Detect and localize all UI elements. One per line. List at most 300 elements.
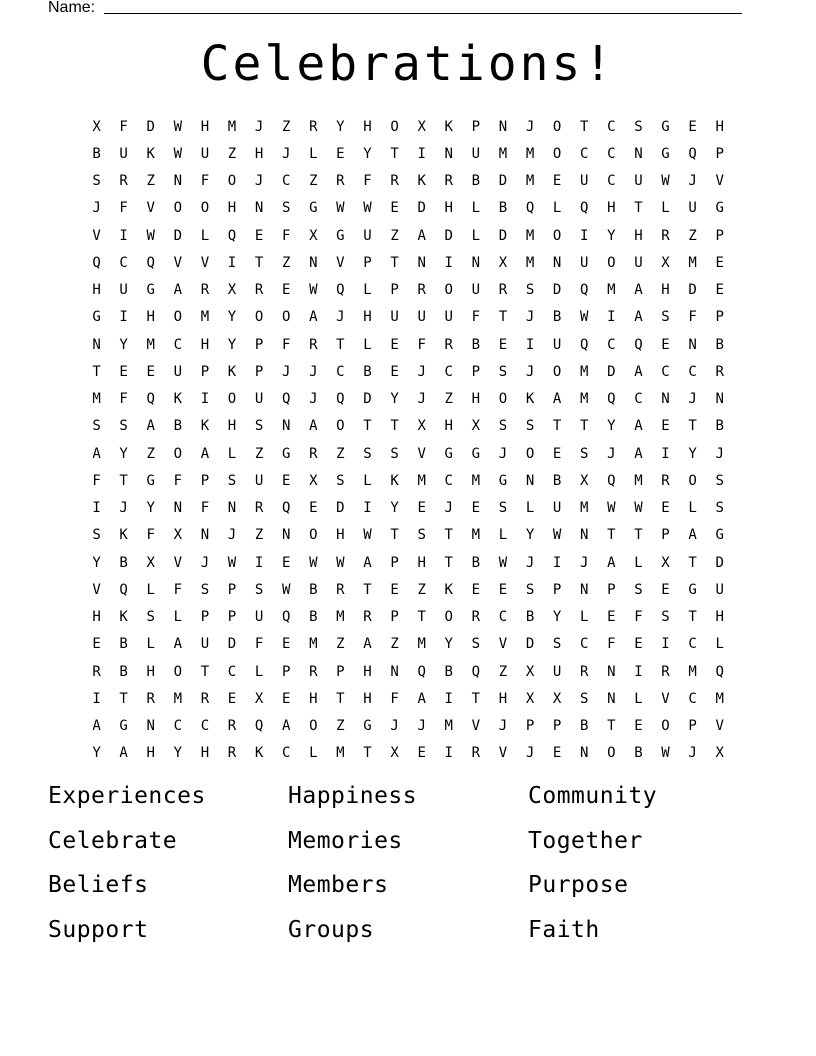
grid-letter: S [525, 418, 535, 435]
grid-letter: Y [92, 554, 101, 571]
grid-letter: Z [336, 718, 345, 735]
grid-letter: R [471, 745, 481, 762]
grid-letter: Y [525, 527, 535, 544]
grid-letter: R [661, 472, 670, 489]
grid-letter: I [661, 636, 670, 653]
grid-letter: E [634, 718, 643, 735]
grid-letter: S [146, 609, 155, 626]
grid-letter: E [390, 336, 399, 353]
grid-letter: E [661, 418, 670, 435]
grid-letter: S [92, 173, 101, 190]
grid-letter: T [363, 581, 372, 598]
grid-letter: O [607, 745, 616, 762]
grid-letter: H [200, 118, 210, 135]
grid-letter: L [634, 690, 643, 707]
grid-letter: M [92, 391, 101, 408]
grid-letter: Y [688, 445, 697, 462]
grid-letter: R [92, 663, 101, 680]
grid-letter: O [173, 445, 183, 462]
grid-letter: P [688, 718, 697, 735]
grid-letter: S [227, 472, 237, 489]
grid-letter: G [661, 145, 670, 162]
grid-letter: M [525, 145, 535, 162]
grid-letter: S [580, 445, 589, 462]
grid-letter: J [715, 445, 724, 462]
grid-letter: Q [525, 200, 535, 217]
grid-letter: K [525, 391, 535, 408]
grid-letter: Z [146, 173, 155, 190]
grid-letter: W [309, 282, 318, 299]
grid-letter: J [444, 500, 453, 517]
grid-letter: I [92, 690, 101, 707]
word-list-item: Celebrate [48, 827, 178, 854]
grid-letter: F [173, 472, 183, 489]
grid-letter: E [281, 636, 291, 653]
grid-letter: S [525, 581, 535, 598]
grid-letter: X [254, 690, 264, 707]
grid-letter: G [309, 200, 318, 217]
grid-row [83, 576, 733, 603]
grid-letter: P [254, 336, 264, 353]
grid-letter: T [363, 745, 372, 762]
grid-letter: V [417, 445, 426, 462]
grid-letter: H [92, 609, 101, 626]
grid-letter: A [634, 282, 643, 299]
grid-letter: C [200, 718, 210, 735]
grid-letter: S [580, 690, 589, 707]
grid-letter: H [309, 690, 318, 707]
grid-letter: Z [281, 118, 291, 135]
grid-letter: Z [146, 445, 155, 462]
grid-row [83, 495, 733, 522]
grid-letter: R [254, 282, 264, 299]
grid-letter: S [254, 418, 264, 435]
grid-row [83, 304, 733, 331]
grid-letter: D [444, 227, 453, 244]
page-title: Celebrations! [200, 36, 616, 92]
grid-letter: J [688, 173, 697, 190]
grid-letter: G [661, 118, 670, 135]
grid-letter: Y [146, 500, 155, 517]
grid-letter: B [309, 609, 318, 626]
grid-letter: A [688, 527, 697, 544]
grid-letter: D [688, 282, 697, 299]
grid-letter: J [336, 309, 345, 326]
grid-letter: N [661, 391, 670, 408]
grid-letter: H [417, 554, 426, 571]
grid-letter: T [498, 309, 508, 326]
grid-letter: A [173, 636, 183, 653]
grid-letter: S [715, 500, 724, 517]
grid-letter: A [552, 391, 562, 408]
grid-letter: U [688, 200, 697, 217]
grid-letter: B [525, 609, 535, 626]
grid-letter: M [525, 173, 535, 190]
grid-letter: E [607, 609, 616, 626]
grid-letter: H [363, 309, 372, 326]
grid-letter: C [498, 609, 508, 626]
grid-letter: M [688, 254, 697, 271]
grid-letter: O [525, 445, 535, 462]
grid-letter: S [552, 636, 562, 653]
word-list-item: Support [48, 916, 149, 943]
grid-letter: J [417, 718, 426, 735]
grid-letter: M [336, 609, 345, 626]
grid-letter: A [173, 282, 183, 299]
grid-letter: M [173, 690, 183, 707]
grid-letter: R [336, 173, 345, 190]
grid-letter: W [363, 527, 372, 544]
word-list-item: Members [288, 872, 389, 898]
grid-letter: O [173, 309, 183, 326]
grid-letter: E [281, 554, 291, 571]
grid-letter: E [688, 118, 697, 135]
grid-letter: J [525, 554, 535, 571]
grid-letter: B [552, 472, 562, 489]
grid-letter: O [552, 118, 562, 135]
grid-letter: U [254, 391, 264, 408]
grid-letter: O [254, 309, 264, 326]
grid-letter: P [336, 663, 345, 680]
grid-letter: O [227, 173, 237, 190]
grid-letter: T [390, 145, 399, 162]
grid-letter: S [634, 118, 643, 135]
grid-letter: B [119, 636, 128, 653]
grid-letter: B [471, 554, 481, 571]
grid-row [83, 740, 733, 767]
grid-letter: W [173, 118, 183, 135]
grid-letter: Z [336, 445, 345, 462]
grid-letter: L [580, 609, 589, 626]
grid-letter: J [580, 554, 589, 571]
grid-letter: N [254, 200, 264, 217]
grid-letter: N [444, 145, 453, 162]
grid-letter: F [254, 636, 264, 653]
grid-letter: O [309, 527, 318, 544]
grid-letter: I [417, 145, 426, 162]
grid-letter: A [634, 445, 643, 462]
grid-letter: B [173, 418, 183, 435]
grid-letter: Z [688, 227, 697, 244]
word-list-item: Community [528, 783, 658, 809]
grid-letter: L [227, 445, 237, 462]
grid-letter: A [634, 418, 643, 435]
grid-letter: Q [607, 472, 616, 489]
grid-letter: H [471, 391, 481, 408]
grid-letter: M [580, 363, 589, 380]
grid-letter: E [390, 200, 399, 217]
grid-letter: S [363, 445, 372, 462]
grid-letter: E [309, 500, 318, 517]
grid-letter: K [200, 418, 210, 435]
grid-letter: G [363, 718, 372, 735]
grid-letter: S [92, 527, 101, 544]
grid-letter: O [173, 200, 183, 217]
grid-letter: R [444, 336, 453, 353]
grid-letter: E [281, 282, 291, 299]
grid-letter: H [200, 745, 210, 762]
grid-letter: Y [173, 745, 183, 762]
grid-letter: M [715, 690, 724, 707]
grid-letter: U [552, 500, 562, 517]
grid-letter: N [92, 336, 101, 353]
grid-letter: Q [471, 663, 481, 680]
grid-letter: U [580, 254, 589, 271]
grid-letter: X [661, 554, 670, 571]
grid-letter: R [200, 690, 210, 707]
grid-letter: D [498, 227, 508, 244]
grid-row [83, 277, 733, 304]
grid-letter: Q [281, 609, 291, 626]
grid-letter: Z [309, 173, 318, 190]
grid-letter: H [92, 282, 101, 299]
word-list-item: Happiness [288, 783, 418, 809]
grid-letter: U [363, 227, 372, 244]
grid-letter: N [607, 663, 616, 680]
grid-letter: M [634, 472, 643, 489]
grid-letter: X [661, 254, 670, 271]
grid-letter: U [580, 173, 589, 190]
grid-letter: G [281, 445, 291, 462]
grid-letter: O [552, 145, 562, 162]
grid-letter: M [607, 282, 616, 299]
grid-letter: I [119, 227, 128, 244]
grid-letter: D [363, 391, 372, 408]
grid-letter: M [525, 227, 535, 244]
grid-letter: L [552, 200, 562, 217]
grid-letter: U [471, 282, 481, 299]
grid-letter: R [715, 363, 724, 380]
grid-letter: C [607, 145, 616, 162]
grid-letter: V [200, 254, 210, 271]
grid-letter: Y [119, 445, 128, 462]
grid-letter: E [661, 581, 670, 598]
grid-letter: P [281, 663, 291, 680]
grid-letter: Q [715, 663, 724, 680]
grid-letter: N [227, 500, 237, 517]
grid-letter: A [607, 554, 616, 571]
grid-letter: E [661, 500, 670, 517]
grid-letter: W [363, 200, 372, 217]
grid-letter: S [92, 418, 101, 435]
grid-letter: B [634, 745, 643, 762]
grid-letter: O [552, 227, 562, 244]
grid-letter: N [146, 718, 155, 735]
grid-letter: R [471, 609, 481, 626]
grid-letter: I [552, 554, 562, 571]
grid-letter: U [444, 309, 453, 326]
grid-letter: C [607, 118, 616, 135]
grid-letter: T [363, 418, 372, 435]
grid-letter: J [417, 391, 426, 408]
grid-letter: T [254, 254, 264, 271]
grid-letter: Y [336, 118, 345, 135]
grid-letter: F [471, 309, 481, 326]
grid-letter: W [498, 554, 508, 571]
grid-letter: U [390, 309, 399, 326]
grid-letter: H [444, 200, 453, 217]
grid-letter: X [417, 118, 426, 135]
grid-letter: W [173, 145, 183, 162]
grid-letter: W [336, 554, 345, 571]
grid-letter: R [363, 609, 372, 626]
grid-letter: I [363, 500, 372, 517]
word-list-item: Faith [528, 916, 600, 943]
grid-letter: N [173, 500, 183, 517]
grid-letter: D [336, 500, 345, 517]
grid-letter: Q [607, 391, 616, 408]
grid-letter: F [634, 609, 643, 626]
grid-letter: U [634, 173, 643, 190]
grid-letter: R [309, 336, 318, 353]
grid-letter: J [281, 363, 291, 380]
grid-letter: I [254, 554, 264, 571]
grid-letter: S [498, 500, 508, 517]
grid-letter: O [227, 391, 237, 408]
grid-letter: Z [417, 581, 426, 598]
grid-letter: G [688, 581, 697, 598]
grid-letter: L [146, 636, 155, 653]
grid-letter: Y [444, 636, 453, 653]
grid-letter: R [661, 663, 670, 680]
grid-letter: V [661, 690, 670, 707]
grid-letter: B [552, 309, 562, 326]
grid-letter: L [525, 500, 535, 517]
grid-letter: P [607, 581, 616, 598]
grid-letter: P [254, 363, 264, 380]
grid-letter: B [471, 336, 481, 353]
grid-letter: J [281, 145, 291, 162]
grid-letter: Y [227, 336, 237, 353]
grid-letter: S [200, 581, 210, 598]
grid-letter: E [254, 227, 264, 244]
grid-letter: C [634, 391, 643, 408]
grid-letter: M [336, 745, 345, 762]
grid-letter: C [688, 363, 697, 380]
grid-letter: T [390, 254, 399, 271]
grid-letter: U [254, 609, 264, 626]
grid-letter: X [309, 227, 318, 244]
grid-letter: G [92, 309, 101, 326]
grid-letter: J [309, 363, 318, 380]
grid-letter: G [715, 527, 724, 544]
grid-letter: H [254, 145, 264, 162]
grid-letter: Y [119, 336, 128, 353]
grid-letter: J [607, 445, 616, 462]
grid-row [83, 631, 733, 658]
grid-letter: Q [580, 282, 589, 299]
grid-letter: H [661, 282, 670, 299]
grid-letter: T [92, 363, 101, 380]
grid-letter: J [200, 554, 210, 571]
grid-letter: P [552, 581, 562, 598]
grid-letter: E [715, 282, 724, 299]
grid-letter: M [471, 527, 481, 544]
grid-letter: B [444, 663, 453, 680]
grid-letter: J [525, 309, 535, 326]
grid-letter: W [607, 500, 616, 517]
grid-letter: F [281, 227, 291, 244]
grid-letter: R [498, 282, 508, 299]
grid-letter: V [92, 227, 101, 244]
grid-letter: I [580, 227, 589, 244]
grid-letter: E [417, 500, 426, 517]
grid-letter: C [173, 336, 183, 353]
grid-letter: S [119, 418, 128, 435]
grid-letter: E [92, 636, 101, 653]
grid-letter: C [336, 363, 345, 380]
grid-letter: N [580, 745, 589, 762]
grid-letter: E [498, 336, 508, 353]
word-list-item: Purpose [528, 872, 629, 898]
grid-letter: P [363, 254, 372, 271]
grid-letter: Q [146, 254, 155, 271]
grid-letter: Q [254, 718, 264, 735]
grid-letter: U [119, 282, 128, 299]
grid-letter: N [471, 254, 481, 271]
grid-letter: P [200, 363, 210, 380]
grid-letter: M [580, 391, 589, 408]
grid-letter: X [146, 554, 155, 571]
grid-letter: G [444, 445, 453, 462]
grid-letter: F [92, 472, 101, 489]
grid-letter: J [525, 745, 535, 762]
grid-letter: N [173, 173, 183, 190]
grid-letter: C [580, 636, 589, 653]
grid-letter: B [309, 581, 318, 598]
grid-letter: K [254, 745, 264, 762]
grid-letter: J [525, 118, 535, 135]
grid-letter: C [227, 663, 237, 680]
grid-letter: L [173, 609, 183, 626]
grid-letter: Q [92, 254, 101, 271]
grid-letter: E [119, 363, 128, 380]
grid-letter: F [607, 636, 616, 653]
grid-letter: C [173, 718, 183, 735]
grid-letter: D [715, 554, 724, 571]
grid-letter: V [92, 581, 101, 598]
grid-letter: U [417, 309, 426, 326]
grid-letter: L [309, 745, 318, 762]
grid-letter: B [119, 663, 128, 680]
grid-row [83, 222, 733, 249]
grid-letter: Y [92, 745, 101, 762]
grid-letter: A [119, 745, 128, 762]
grid-letter: O [336, 418, 345, 435]
grid-letter: Q [634, 336, 643, 353]
grid-letter: K [119, 527, 128, 544]
grid-letter: T [444, 554, 453, 571]
grid-letter: T [119, 690, 128, 707]
grid-letter: Y [607, 418, 616, 435]
grid-letter: T [417, 609, 426, 626]
grid-letter: G [498, 472, 508, 489]
grid-letter: M [498, 145, 508, 162]
grid-letter: F [417, 336, 426, 353]
grid-letter: C [661, 363, 670, 380]
grid-letter: Y [552, 609, 562, 626]
grid-letter: J [227, 527, 237, 544]
grid-letter: P [715, 145, 724, 162]
grid-row [83, 604, 733, 631]
grid-letter: E [146, 363, 155, 380]
grid-letter: B [498, 200, 508, 217]
grid-letter: L [634, 554, 643, 571]
grid-letter: W [227, 554, 237, 571]
grid-letter: S [634, 581, 643, 598]
grid-letter: N [715, 391, 724, 408]
grid-letter: P [715, 227, 724, 244]
